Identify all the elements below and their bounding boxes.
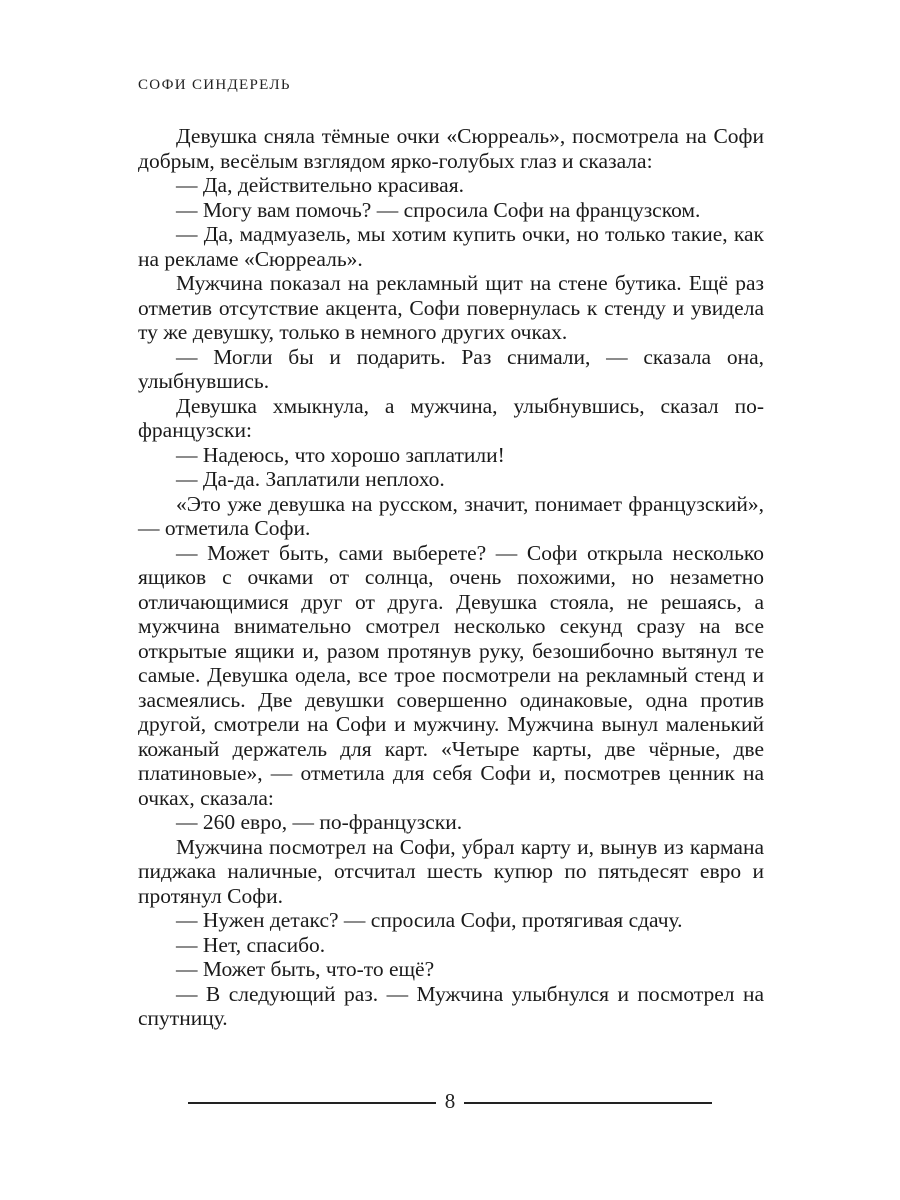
- paragraph: — Нужен детакс? — спросила Софи, протягивая сдачу.: [176, 908, 683, 932]
- paragraph: Девушка сняла тёмные очки «Сюрреаль», посмотрела на Софи добрым, весёлым взглядом ярко-голубых глаз и сказала:: [138, 124, 764, 173]
- page-number: 8: [444, 1089, 456, 1113]
- footer-rule-left: [188, 1102, 436, 1104]
- paragraph: Мужчина посмотрел на Софи, убрал карту и, вынув из кармана пиджака наличные, отсчитал шесть купюр по пятьдесят евро и протянул Софи.: [138, 834, 764, 908]
- paragraph: Девушка хмыкнула, а мужчина, улыбнувшись, сказал по-французски:: [138, 393, 764, 442]
- paragraph: — Да-да. Заплатили неплохо.: [176, 467, 445, 491]
- paragraph: — Надеюсь, что хорошо заплатили!: [176, 442, 505, 467]
- paragraph: — Может быть, что-то ещё?: [176, 957, 435, 981]
- page-footer: [188, 1089, 712, 1113]
- paragraph: — Может быть, сами выберете? — Софи открыла несколько ящиков с очками от солнца, очень похожими, но незаметно отличающимися друг от друга. Девушка стояла, не решаясь, а мужчина внимательно смотрел несколько секунд сразу на все открытые ящики и, разом протянув руку, безошибочно вытянул те самые. Девушка одела, все трое посмотрели на рекламный стенд и засмеялись. Две девушки совершенно одинаковые, одна против другой, смотрели на Софи и мужчину. Мужчина вынул маленький кожаный держатель для карт. «Четыре карты, две чёрные, две платиновые», — отметила для себя Софи и, посмотрев ценник на очках, сказала:: [138, 540, 764, 810]
- footer-rule-right: [464, 1102, 712, 1104]
- paragraph: — Нет, спасибо.: [176, 932, 326, 957]
- body-text: [138, 124, 764, 1031]
- paragraph: Мужчина показал на рекламный щит на стене бутика. Ещё раз отметив отсутствие акцента, Софи повернулась к стенду и увидела ту же девушку, только в немного других очках.: [138, 271, 764, 344]
- paragraph: — 260 евро, — по-французски.: [176, 810, 463, 834]
- paragraph: — Могу вам помочь? — спросила Софи на французском.: [176, 197, 701, 222]
- paragraph: «Это уже девушка на русском, значит, понимает французский», — отметила Софи.: [138, 491, 764, 540]
- paragraph: — Да, мадмуазель, мы хотим купить очки, но только такие, как на рекламе «Сюрреаль».: [138, 222, 764, 271]
- paragraph: — В следующий раз. — Мужчина улыбнулся и посмотрел на спутницу.: [138, 981, 764, 1030]
- paragraph: — Да, действительно красивая.: [176, 173, 464, 197]
- running-head: СОФИ СИНДЕРЕЛЬ: [138, 77, 291, 93]
- paragraph: — Могли бы и подарить. Раз снимали, — сказала она, улыбнувшись.: [138, 344, 764, 393]
